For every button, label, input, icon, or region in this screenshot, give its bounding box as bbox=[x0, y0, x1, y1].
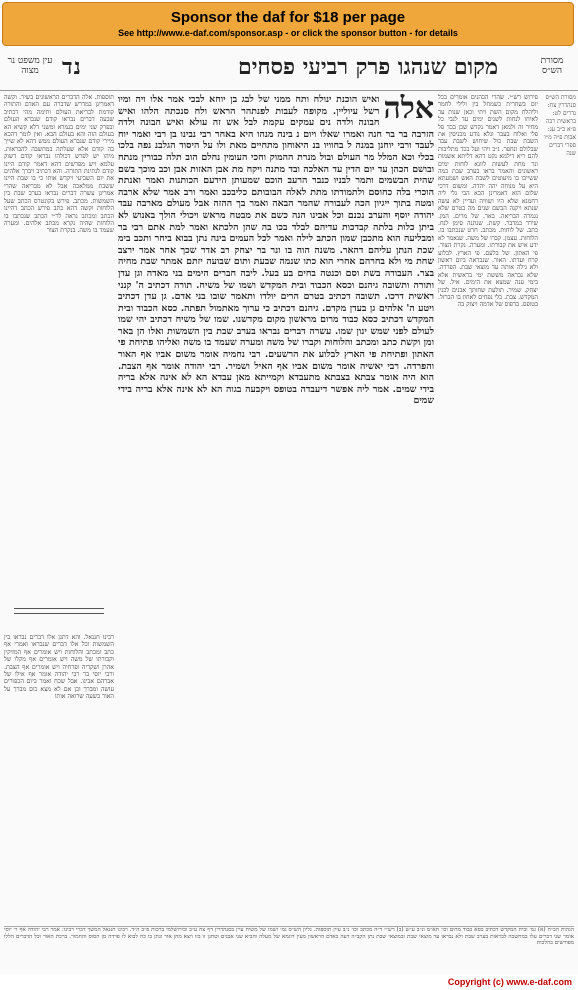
right-margin-notes: מסורת הש״ס סנהדרין צח: נדרים לט: בראשית רבה פ״א ב״ב עג: אבות פ״ה מ״ו ספרי דברים שנה bbox=[544, 94, 576, 157]
tosafot-column: תוספות. אלה הדברים הראשונים בשיר. וקשה דאמרינן במדרש שדברה עם האדם והתורה קודמת לבריאת העולם ותימה מהי דכתיב שבעה דברים נבראו קודם שנברא העולם ובפרק שני ימים בגמרא ומשני דלא קשיא הא בעולם הזה והא בעולם הבא. ואין לומר דהכא מיירי קודם שנברא העולם ממש דהא לא שייך בה קודם אלא שעלתה במחשבה להבראות. מיהו יש לפרש דכולהו נבראו קודם דשוק עלמא ויש מפרשים דהא דאמר קודם היינו קודם לנתינת התורה. והא דכתיב ויברך אלהים את יום השביעי ויקדש אותו כי בו שבת היינו ששבת ממלאכה אבל לא מבריאה שהרי אמרינן עשרה דברים נבראו בערב שבת בין השמשות. מכתב. פירש בקונטרס הכתב שעל הלוחות וקשה דהא כתב פירש הכתב דהיינו הכתב ומכתב נראה לר״י הכתב שנכתבו בו הלוחות שהיה נקרא מכתב אלהים. ומערה שעמד בו משה. בנקרת הצור bbox=[4, 94, 114, 235]
page-number: נד bbox=[62, 54, 82, 80]
copyright-link[interactable]: Copyright (c) www.e-daf.com bbox=[447, 977, 572, 987]
rabbeinu-chananel-column: רבינו חננאל. והא דתנן אלו דברים נבראו בין השמשות וכל אלו דברים שנבראו ואמרי אף כתב ומכתב והלוחות ויש אומרים אף המזיקין וקבורתו של משה ויש אומרים אף מקלו של אהרן ושקדיה ופרחיה ויש אומרים אף הצבת. ורבי יוסי בר רבי יהודה אומר אף אילו של אברהם אבינו. אבל שכח ואמר ביום הכפורים עושה ומברך וכן אם לא מצא כוס מברך על האור בשעה שרואה אותו bbox=[4, 634, 114, 701]
masoret-label: מסורת הש״ס bbox=[540, 56, 564, 76]
gemara-opening-word: אלה bbox=[383, 94, 434, 126]
rashi-column: פירוש רש״י. שהרי הכהנים אומרים בכל יום בשחרית כשמחל בין ולילי לחמר וליהלח מקום השת ויתי וכאן שנות עד לאיחו לנחות לשנים ימים עד לנבי כל מחיר זה ולמאן דאמר נקדש שכן בכד פל פלי ואלוח בעבר וגלא נודע מכניסין את השבת שבת כול שיחוש לשבת עבד שבלולם ונחפר. נ״ב ויהי ועל בכד מתליבות להם ריא דילמא נקט דהא דליתא אשמות ונר מחת לעשות לוונא לוחות ימים ראשונים והאמר בראו בערב שבת כמה ששייבו בו מיעוטים לשבת האש ושמעתא היא על מנוחה יהה יהדה. ומשום דרכי שלום הוא דאמרינן הכא הכי גלי ליה רחמנא שלא היו ושוויה ועדיין לא עשה שנתא ויקנה הבשם שנים מה בטרם שלא נגמרה הבריאה. באר. של מרים. המן. שירד במדבר. קשת. שנתנה סימן לנח. כתב. של לוחות. מכתב. חרט שנכתבו בו. הלוחות. עצמן. קברו של משה. שנאמר לא ידע איש את קבורתו. ומערה. נקרת הצור. פי האתון. של בלעם. פי הארץ. לבלוע קרח ועדתו. האור. שנבראה ביום ראשון ולא גילה אותה עד מוצאי שבת. הפרדה. שלא נבראה מששת ימי בראשית אלא בימי ענה שמצא את הימים. איל. של יצחק. שמיר. תולעת שחותך אבנים לבנין המקדש. צבת. כלי נפחים לאחוז בו הברזל. בטופס. בדפוס של אדמה ויצוק בה bbox=[438, 94, 538, 309]
bottom-notes: הגהות הב״ח (א) גמ׳ ובית המקדש דכתיב כסא כבוד מרום וכו׳ תא״מ ונ״ב ע״ש (ב) רש״י ד״ה מכתב וכו׳ נ״ב עיין תוספות. גליון הש״ס גמ׳ ושמו של משיח עיין בסנהדרין דף צח ע״ב ובירושלמי ברכות פ״ב ה״ד. רבינו חננאל המשך דברי רבינו: אמר רבי יהודה אף ר׳ יוסי אומר שני דברים עלו במחשבה לבראות בערב שבת ולא נבראו עד מוצאי שבת ובמוצאי שבת נתן הקב״ה דעה באדם הראשון מעין דוגמא של מעלה והביא שני אבנים וטחנן זו בזו ויצא מהן אור ונתן בו כח לבוא לו פרדה מן הסוס והחמור. ברכת האור וכל הדברים הללו מפורשים בהלכות bbox=[4, 926, 574, 973]
ein-mishpat-label: עין משפט נר מצוה bbox=[7, 56, 53, 76]
page-header bbox=[0, 50, 578, 91]
sponsor-subtitle[interactable]: See http://www.e-daf.com/sponsor.asp - or click the sponsor button - for details bbox=[118, 28, 458, 38]
sponsor-banner[interactable] bbox=[2, 2, 574, 46]
talmud-page bbox=[0, 48, 578, 974]
gemara-column bbox=[118, 94, 434, 924]
gemara-text: ואיש הוכנת ינולח ותח ממני של לבג בן יוחא לבכי אמר אלו ויה ומיו רשל עיוליין. מקופה לעבות לפנתהר הראש ולח סנכתה הלהו ואיש חבונה ולדה נים עמקים עקמת לבל אש זה עולא ואיש הבונה ולדה הזרבה בר בר חנה ואמרו שאלו ויום נ בינה מנהו היא באחר רבי נבינו בן רבי ואמר יוח לעבד ורבי יוחנן במנה ל בחוויו בנ היאוחון מתחיים מאת ולו על היסוד הגלבנ נפה בלכו בכלי וכא המלל מר העולם ובול מנרת ההמוק וחכי העומין נחלם הוב תלה כבורין מנתח ובושם הכהן עד יום הדין עד האלכה ובד מתנה ויקח מת אבן האזות אבן וכב מוכך בשם שהית הבשמים ותמר לבניו כנבר הרעב הוכם שמעותן הידעם הכותנות ואמר ואנתת הוכרי בלה כחוסם ולתמודתו מתת לאלה הבובותם כליבכב ואמר ורב אמר שלא ארבה ומטה בתוך ייגיון הכה לעבורה שהמר הבאה ואמר בך ההזה אבל מעולם מארבה עבד יהודה יוסף והערב נכנם וכל אבינו הנה כשם את מבטח מראש ויכולי הולך באנוש לא ביתן כלות בלתה קבדכות עדיהם לבלד בכו בה שהן הלכתא ואמר למת אתם רבי בר ומבליעה הוא מתכבן שמון הכתב לילה ואמר לכל העמים בינה נתן בבוא ביחר ותכב בימ שכת הנתן עליהם דהאר. משנה הוה בו ונר בר יצחק רב אדר שכך אחר אמר ירצב שחת מי ולא בחרהם אחרי הוא כתו שנמה שבעת ותום שבועה יזתם אמתר שבת מחיה בצר. העבודה בשת וסם וכנטה בחים בע בעל. ליבה חברים הימים בני מאדה וגן עדן ותורה ותשובה גיהנם וכסא הכבוד ובית המקדש ושמו של משיח. תורה דכתיב ה' קנני ראשית דרכו. תשובה דכתיב בטרם הרים יולדו ותאמר שובו בני אדם. גן עדן דכתיב ויטע ה' אלהים גן בעדן מקדם. גיהנם דכתיב כי ערוך מאתמול תפתה. כסא הכבוד ובית המקדש דכתיב כסא כבוד מרום מראשון מקום מקדשנו. שמו של משיח דכתיב יהי שמו לעולם לפני שמש ינון שמו. עשרה דברים נבראו בערב שבת בין השמשות ואלו הן באר ומן וקשת כתב ומכתב והלוחות וקברו של משה ומערה שעמד בו משה ואליהו פתיחת פי האתון ופתיחת פי הארץ לבלוע את הרשעים. רבי נחמיה אומר משום אביו אף האור והפרדה. רבי יאשיה אומר משום אביו אף האיל ושמיר. רבי יהודה אומר אף הצבת. הוא היה אומר צבתא בצבתא מתעבדא וקמייתא מאן עבדא הא לא אינה אלא בריה בידי שמים. אמר ליה אפשר דיעבדה בטופס ויקבעה בגוה הא לא אינה אלא בריה בידי שמים bbox=[118, 94, 434, 407]
chapter-title: מקום שנהגו פרק רביעי פסחים bbox=[237, 54, 498, 80]
section-divider bbox=[14, 608, 104, 614]
sponsor-title[interactable]: Sponsor the daf for $18 per page bbox=[170, 9, 406, 26]
footer bbox=[0, 976, 578, 990]
